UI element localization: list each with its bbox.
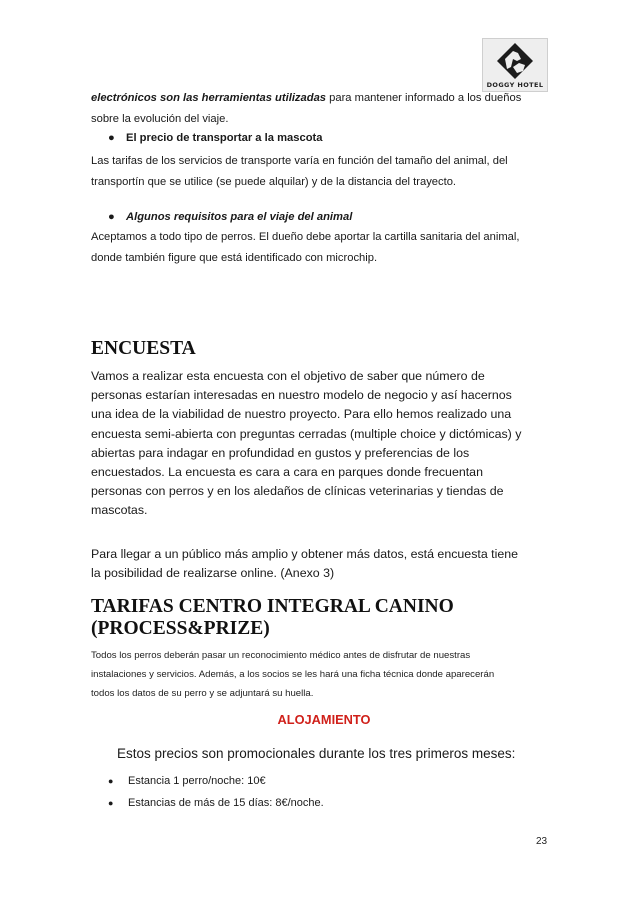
price-line1: Las tarifas de los servicios de transporte varía en función del tamaño del animal, del	[91, 155, 508, 167]
price-list-item: ● Estancias de más de 15 días: 8€/noche.	[108, 797, 324, 809]
alojamiento-heading: ALOJAMIENTO	[277, 712, 371, 727]
online-line2: la posibilidad de realizarse online. (Anexo 3)	[91, 566, 335, 581]
bullet-dot-icon: ●	[108, 132, 115, 144]
bullet-dot-icon: ●	[108, 798, 114, 808]
requirements-line1: Aceptamos a todo tipo de perros. El dueño debe aportar la cartilla sanitaria del animal,	[91, 231, 520, 243]
encuesta-line: personas estarían interesadas en nuestro modelo de negocio y así hacernos	[91, 388, 512, 403]
doggy-hotel-logo	[482, 38, 548, 92]
tarifas-line: Todos los perros deberán pasar un reconocimiento médico antes de disfrutar de nuestras	[91, 650, 471, 661]
page-number: 23	[536, 836, 548, 847]
encuesta-online-paragraph	[91, 545, 541, 583]
encuesta-line: una idea de la viabilidad de nuestro proyecto. Para ello hemos realizado una	[91, 407, 512, 422]
encuesta-paragraph	[91, 367, 541, 521]
price-list-item: ● Estancia 1 perro/noche: 10€	[108, 775, 266, 787]
tarifas-line: instalaciones y servicios. Además, a los socios se les hará una ficha técnica donde aparecerán	[91, 669, 495, 680]
requirements-line2: donde también figure que está identificado con microchip.	[91, 252, 378, 264]
intro-bold-text: electrónicos son las herramientas utilizadas	[91, 92, 327, 104]
tarifas-title-line1: TARIFAS CENTRO INTEGRAL CANINO	[91, 596, 454, 617]
encuesta-line: abiertas para indagar en profundidad en gustos y preferencias de los	[91, 445, 470, 460]
encuesta-line: personas con perros y en los aledaños de clínicas veterinarias y tiendas de	[91, 484, 504, 499]
promo-text: Estos precios son promocionales durante los tres primeros meses:	[117, 746, 516, 761]
price-paragraph	[91, 151, 547, 193]
bullet-requirements-title: ● Algunos requisitos para el viaje del animal	[108, 211, 353, 223]
bullet-dot-icon: ●	[108, 776, 114, 786]
intro-rest-text: para mantener informado a los dueños	[326, 92, 522, 104]
encuesta-line: encuesta semi-abierta con preguntas cerradas (multiple choice y dictómicas) y	[91, 426, 522, 441]
encuesta-heading: ENCUESTA	[91, 338, 196, 359]
online-line1: Para llegar a un público más amplio y obtener más datos, está encuesta tiene	[91, 547, 519, 561]
dog-silhouette-icon	[483, 39, 547, 83]
encuesta-line: Vamos a realizar esta encuesta con el objetivo de saber que número de	[91, 369, 485, 383]
requirements-paragraph	[91, 227, 547, 269]
bullet-price-title: ● El precio de transportar a la mascota	[108, 132, 323, 144]
encuesta-line: mascotas.	[91, 503, 148, 518]
price-line2: transportín que se utilice (se puede alquilar) y de la distancia del trayecto.	[91, 176, 457, 188]
tarifas-line: todos los datos de su perro y se adjuntará su huella.	[91, 688, 314, 699]
transport-intro	[91, 88, 547, 130]
tarifas-title-line2: (PROCESS&PRIZE)	[91, 618, 270, 639]
bullet-dot-icon: ●	[108, 211, 115, 223]
tarifas-paragraph	[91, 646, 551, 703]
encuesta-line: encuestados. La encuesta es cara a cara en parques donde frecuentan	[91, 465, 483, 480]
tarifas-heading	[91, 596, 551, 640]
logo-text: DOGGY HOTEL	[486, 81, 544, 89]
intro-line2: sobre la evolución del viaje.	[91, 113, 229, 125]
